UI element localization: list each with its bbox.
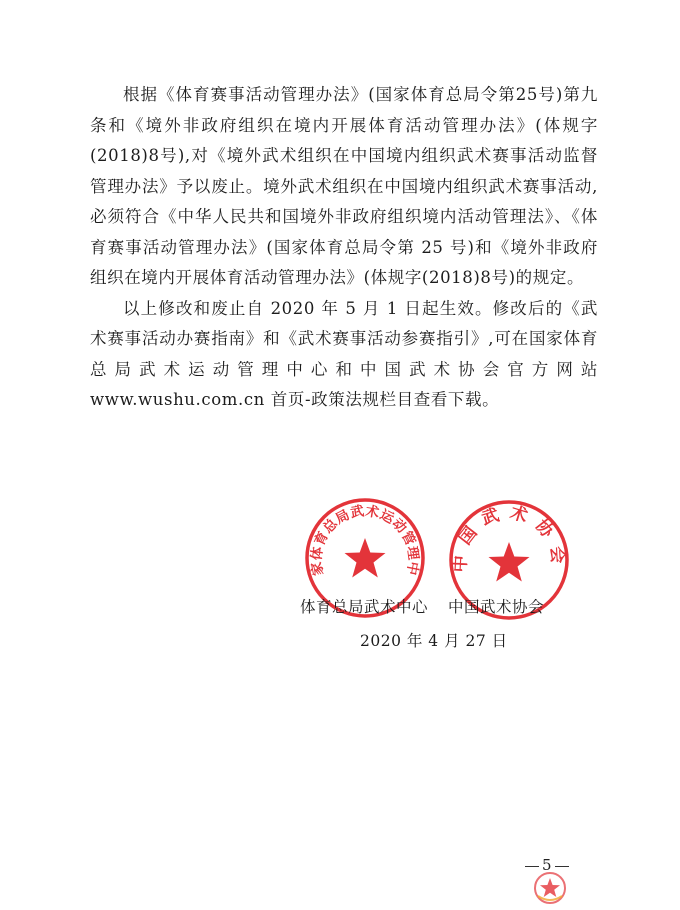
page-number: 5 <box>542 856 552 874</box>
paragraph-2: 以上修改和废止自 2020 年 5 月 1 日起生效。修改后的《武术赛事活动办赛指南》和《武术赛事活动参赛指引》,可在国家体育总局武术运动管理中心和中国武术协会官方网站 www.wushu.com.cn 首页-政策法规栏目查看下载。 <box>90 298 598 409</box>
star-icon <box>489 542 530 582</box>
seal-wushu-association-text: 中国武术协会 <box>450 502 568 573</box>
dash-right <box>555 866 569 867</box>
signatories <box>300 595 570 617</box>
dash-left <box>525 866 539 867</box>
paragraph-1: 根据《体育赛事活动管理办法》(国家体育总局令第25号)第九条和《境外非政府组织在境内开展体育活动管理办法》(体规字(2018)8号),对《境外武术组织在中国境内组织武术赛事活动监督管理办法》予以废止。境外武术组织在中国境内组织武术赛事活动,必须符合《中华人民共和国境外非政府组织境内活动管理法》、《体育赛事活动管理办法》(国家体育总局令第 25 号)和《境外非政府组织在境内开展体育活动管理办法》(体规字(2018)8号)的规定。 <box>90 85 598 287</box>
issue-date: 2020 年 4 月 27 日 <box>360 632 508 650</box>
signer-wushu-center: 体育总局武术中心 <box>300 598 429 616</box>
document-body <box>90 80 598 416</box>
star-icon <box>345 538 386 578</box>
corner-stamp-icon <box>532 870 568 910</box>
seal-wushu-center-text: 家体育总局武术运动管理中 <box>308 503 422 577</box>
signer-wushu-association: 中国武术协会 <box>448 598 545 616</box>
